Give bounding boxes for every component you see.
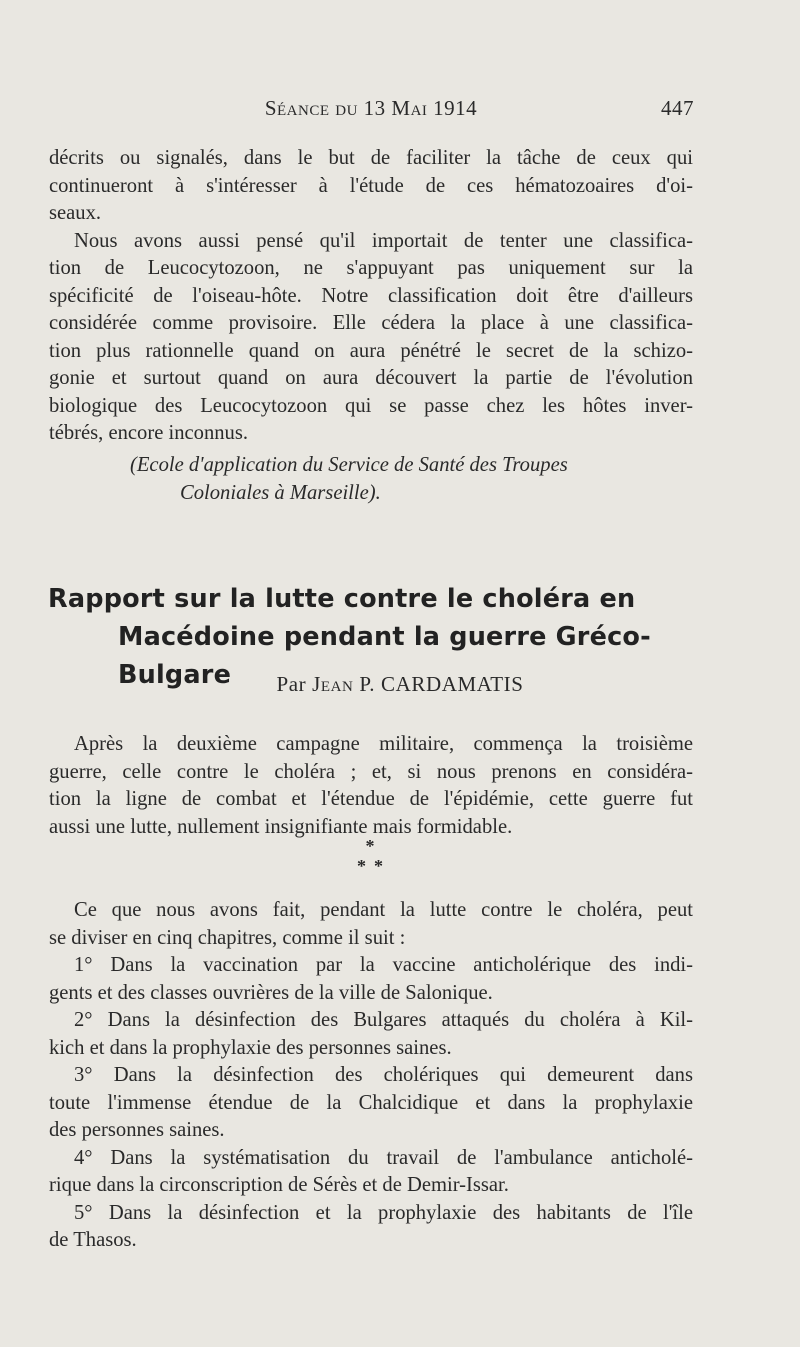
author-name: Jean P. bbox=[312, 672, 376, 696]
list-item-line: kich et dans la prophylaxie des personnes saines. bbox=[49, 1036, 452, 1059]
body-text-chapters bbox=[49, 897, 693, 1255]
text-line: biologique des Leucocytozoon qui se passe chez les hôtes inver- bbox=[49, 394, 693, 417]
list-item-line: toute l'immense étendue de la Chalcidique et dans la prophylaxie bbox=[49, 1091, 693, 1114]
asterism-separator bbox=[340, 836, 400, 886]
list-item-line: 4° Dans la systématisation du travail de l'ambulance anticholé- bbox=[74, 1146, 693, 1169]
running-head bbox=[48, 96, 694, 126]
author-surname: CARDAMATIS bbox=[381, 672, 524, 696]
text-line: considérée comme provisoire. Elle cédera la place à une classifica- bbox=[49, 312, 693, 334]
text-line: se diviser en cinq chapitres, comme il suit : bbox=[49, 926, 406, 949]
asterism-bottom: ** bbox=[357, 856, 391, 876]
text-line: tébrés, encore inconnus. bbox=[49, 422, 248, 444]
text-line: Après la deuxième campagne militaire, commença la troisième bbox=[74, 733, 693, 755]
list-item-line: de Thasos. bbox=[49, 1229, 137, 1251]
page-number: 447 bbox=[661, 96, 694, 120]
asterism-top: * bbox=[365, 836, 375, 856]
text-line: Nous avons aussi pensé qu'il importait de tenter une classifica- bbox=[74, 229, 693, 252]
body-text-top bbox=[49, 145, 693, 448]
text-line: aussi une lutte, nullement insignifiante mais formidable. bbox=[49, 815, 513, 838]
list-item-line: rique dans la circonscription de Sérès et de Demir-Issar. bbox=[49, 1174, 509, 1196]
article-title-line-2: Macédoine pendant la guerre Gréco-Bulgare bbox=[118, 622, 651, 690]
credit-line: Coloniales à Marseille). bbox=[180, 481, 381, 504]
text-line: tion de Leucocytozoon, ne s'appuyant pas uniquement sur la bbox=[49, 257, 693, 279]
text-line: gonie et surtout quand on aura découvert la partie de l'évolution bbox=[49, 367, 693, 389]
body-text-intro bbox=[49, 731, 693, 841]
text-line: spécificité de l'oiseau-hôte. Notre classification doit être d'ailleurs bbox=[49, 284, 693, 307]
text-line: décrits ou signalés, dans le but de faciliter la tâche de ceux qui bbox=[49, 147, 693, 169]
list-item-line: 1° Dans la vaccination par la vaccine anticholérique des indi- bbox=[74, 954, 693, 976]
credit-line: (Ecole d'application du Service de Santé des Troupes bbox=[130, 454, 568, 476]
byline-prefix: Par bbox=[276, 672, 307, 696]
affiliation-credit bbox=[130, 452, 675, 507]
text-line: continueront à s'intéresser à l'étude de ces hématozoaires d'oi- bbox=[49, 174, 693, 197]
list-item-line: 2° Dans la désinfection des Bulgares attaqués du choléra à Kil- bbox=[74, 1009, 693, 1031]
article-title-line-1: Rapport sur la lutte contre le choléra en bbox=[48, 584, 636, 614]
list-item-line: gents et des classes ouvrières de la ville de Salonique. bbox=[49, 981, 493, 1004]
text-line: Ce que nous avons fait, pendant la lutte contre le choléra, peut bbox=[74, 899, 693, 921]
list-item-line: 3° Dans la désinfection des cholériques qui demeurent dans bbox=[74, 1064, 693, 1086]
text-line: seaux. bbox=[49, 202, 102, 224]
text-line: tion la ligne de combat et l'étendue de l'épidémie, cette guerre fut bbox=[49, 788, 693, 810]
running-head-title: Séance du 13 Mai 1914 bbox=[264, 96, 478, 120]
text-line: guerre, celle contre le choléra ; et, si nous prenons en considéra- bbox=[49, 760, 693, 783]
author-byline bbox=[0, 672, 800, 697]
text-line: tion plus rationnelle quand on aura pénétré le secret de la schizo- bbox=[49, 339, 693, 362]
list-item-line: des personnes saines. bbox=[49, 1119, 225, 1141]
list-item-line: 5° Dans la désinfection et la prophylaxie des habitants de l'île bbox=[74, 1201, 693, 1224]
